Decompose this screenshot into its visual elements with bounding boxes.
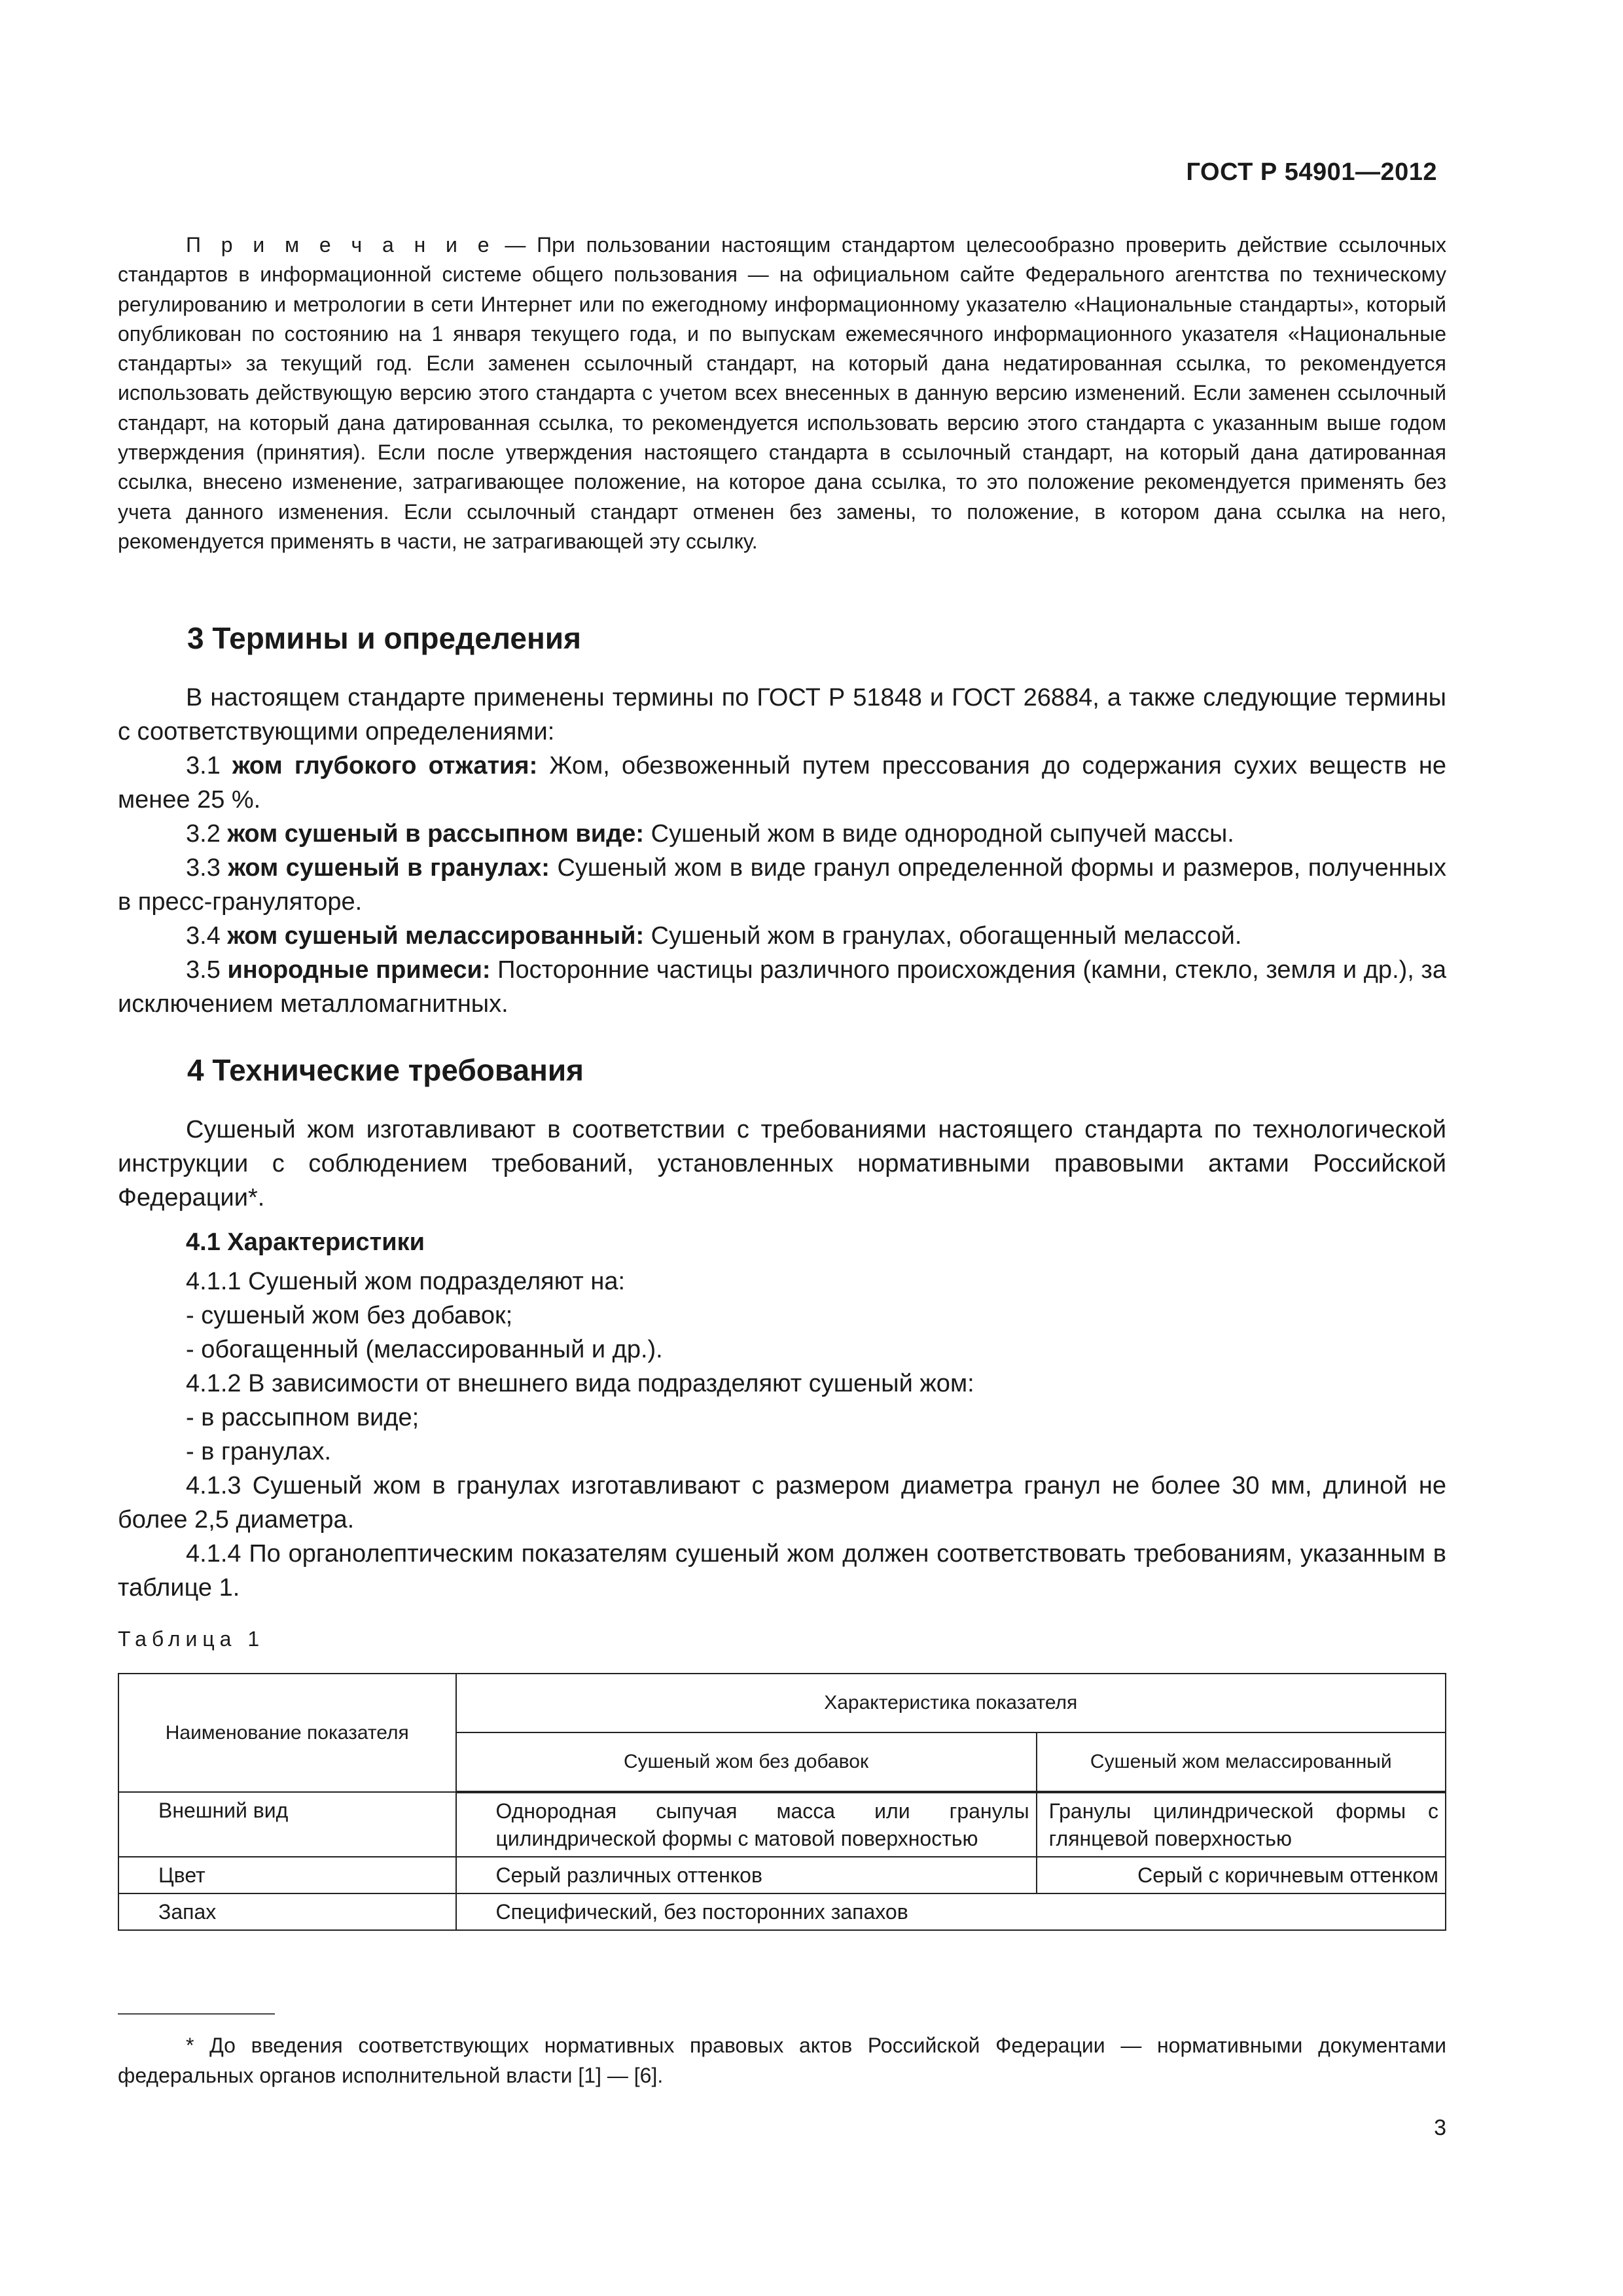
clause-4-1-4: 4.1.4 По органолептическим показателям сушеный жом должен соответствовать требованиям, указанным в таблице 1. [118,1540,1446,1602]
table-row [118,1893,1446,1930]
term-3-1: 3.1 жом глубокого отжатия: Жом, обезвоженный путем прессования до содержания сухих веществ не менее 25 %. [118,752,1446,814]
section-3-intro: В настоящем стандарте применены термины по ГОСТ Р 51848 и ГОСТ 26884, а также следующие термины с соответствующими определениями: [118,684,1446,745]
list-item: - в гранулах. [186,1438,332,1465]
term-3-5: 3.5 инородные примеси: Посторонние частицы различного происхождения (камни, стекло, земля и др.), за исключением металломагнитных. [118,956,1446,1018]
section-4-title: 4 Технические требования [187,1053,584,1087]
page-number: 3 [1434,2115,1446,2140]
list-item: - сушеный жом без добавок; [186,1302,513,1329]
footnote-separator [118,2013,275,2015]
table-1 [118,1673,1446,1931]
table-cell-name: Запах [118,1893,456,1930]
clause-4-1-3: 4.1.3 Сушеный жом в гранулах изготавливают с размером диаметра гранул не более 30 мм, длиной не более 2,5 диаметра. [118,1472,1446,1534]
term-3-2: 3.2 жом сушеный в рассыпном виде: Сушеный жом в виде однородной сыпучей массы. [186,820,1234,848]
table-cell-molasses: Гранулы цилиндрической формы с глянцевой поверхностью [1037,1792,1446,1857]
table-row [118,1857,1446,1893]
footnote [118,2030,1446,2090]
table-header-plain: Сушеный жом без добавок [456,1732,1037,1792]
section-3-body [118,681,1446,1021]
table-caption: Таблица 1 [118,1627,265,1651]
table-cell-name: Внешний вид [118,1792,456,1857]
list-item: - обогащенный (мелассированный и др.). [186,1336,663,1363]
note-text: — При пользовании настоящим стандартом целесообразно проверить действие ссылочных стандартов в информационной системе общего пользования — на официальном сайте Федерального агентства по техническому регулированию и метрологии в сети Интернет или по ежегодному информационному указателю «Национальные стандарты», который опубликован по состоянию на 1 января текущего года, и по выпускам ежемесячного информационного указателя «Национальные стандарты» за текущий год. Если заменен ссылочный стандарт, на который дана недатированная ссылка, то рекомендуется использовать действующую версию этого стандарта с учетом всех внесенных в данную версию изменений. Если заменен ссылочный стандарт, на который дана датированная ссылка, то рекомендуется использовать версию этого стандарта с указанным выше годом утверждения (принятия). Если после утверждения настоящего стандарта в ссылочный стандарт, на который дана датированная ссылка, внесено изменение, затрагивающее положение, на которое дана ссылка, то это положение рекомендуется применять без учета данного изменения. Если ссылочный стандарт отменен без замены, то положение, в котором дана ссылка на него, рекомендуется применять в части, не затрагивающей эту ссылку. [118,233,1446,553]
table-cell-smell: Специфический, без посторонних запахов [456,1893,1446,1930]
table-header-molasses: Сушеный жом мелассированный [1037,1732,1446,1792]
table-cell-plain: Однородная сыпучая масса или гранулы цилиндрической формы с матовой поверхностью [456,1792,1037,1857]
reference-note [118,230,1446,556]
section-3-title: 3 Термины и определения [187,621,581,655]
table-row [118,1792,1446,1857]
table-header-indicator: Наименование показателя [118,1674,456,1792]
clause-4-1-2: 4.1.2 В зависимости от внешнего вида подразделяют сушеный жом: [186,1370,974,1397]
clause-4-1-1: 4.1.1 Сушеный жом подразделяют на: [186,1268,626,1295]
subsection-4-1-title: 4.1 Характеристики [186,1229,425,1256]
section-4-intro: Сушеный жом изготавливают в соответствии с требованиями настоящего стандарта по технологической инструкции с соблюдением требований, установленных нормативными правовыми актами Российской Федерации*. [118,1116,1446,1211]
table-cell-plain: Серый различных оттенков [456,1857,1037,1893]
section-4-body [118,1113,1446,1605]
list-item: - в рассыпном виде; [186,1404,419,1431]
document-code: ГОСТ Р 54901—2012 [1186,158,1437,186]
footnote-text: * До введения соответствующих нормативных правовых актов Российской Федерации — нормативными документами федеральных органов исполнительной власти [1] — [6]. [118,2034,1446,2087]
term-3-4: 3.4 жом сушеный мелассированный: Сушеный жом в гранулах, обогащенный мелассой. [186,922,1242,950]
table-cell-name: Цвет [118,1857,456,1893]
term-3-3: 3.3 жом сушеный в гранулах: Сушеный жом в виде гранул определенной формы и размеров, полученных в пресс-грануляторе. [118,854,1446,916]
note-label: П р и м е ч а н и е [186,233,494,257]
table-header-group: Характеристика показателя [456,1674,1446,1732]
table-cell-molasses: Серый с коричневым оттенком [1037,1857,1446,1893]
